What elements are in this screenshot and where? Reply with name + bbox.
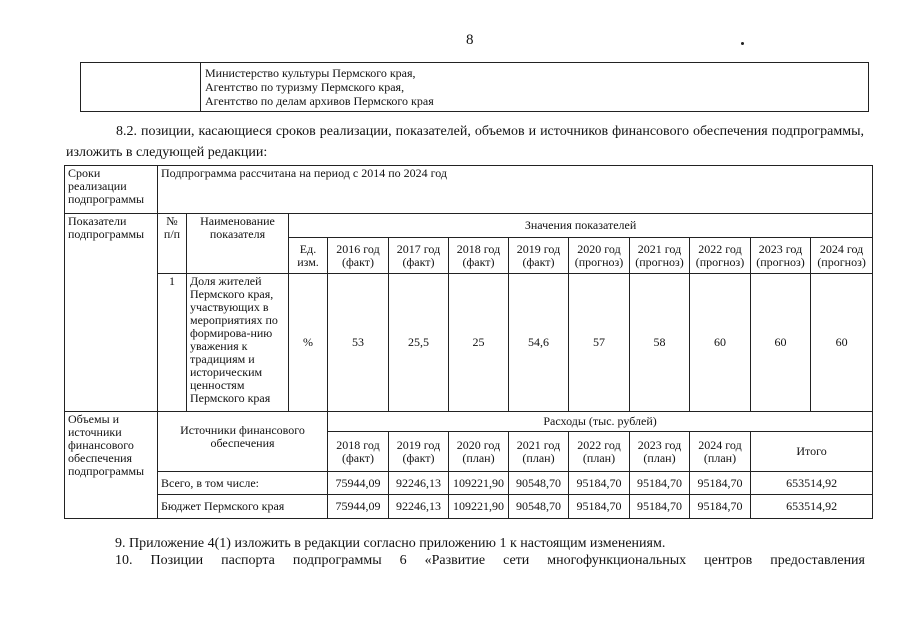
responsible-executors-table: [80, 62, 869, 112]
finance-year-header: 2024 год (план): [690, 432, 751, 472]
indicator-value: 60: [811, 274, 873, 412]
paragraph-9: 9. Приложение 4(1) изложить в редакции согласно приложению 1 к настоящим изменениям.: [115, 536, 666, 551]
indicator-year-header: 2022 год (прогноз): [690, 238, 751, 274]
finance-value: 90548,70: [509, 472, 569, 495]
scan-speck: [741, 42, 744, 45]
num-header: № п/п: [158, 214, 187, 274]
indicator-year-header: 2017 год (факт): [389, 238, 449, 274]
finance-value: 95184,70: [630, 472, 690, 495]
indicator-year-header: 2020 год (прогноз): [569, 238, 630, 274]
finance-value: 95184,70: [690, 472, 751, 495]
finance-value: 95184,70: [690, 495, 751, 519]
indicator-value: 54,6: [509, 274, 569, 412]
executor-line: Агентство по делам архивов Пермского края: [205, 94, 434, 108]
finance-value: 109221,90: [449, 472, 509, 495]
finance-label: Объемы и источники финансового обеспечения подпрограммы: [65, 412, 158, 519]
paragraph-8-2: 8.2. позиции, касающиеся сроков реализации, показателей, объемов и источников финансового обеспечения подпрограммы, изложить в следующей редакции:: [66, 124, 864, 160]
indicator-year-header: 2024 год (прогноз): [811, 238, 873, 274]
page-number: 8: [466, 32, 474, 48]
terms-value: Подпрограмма рассчитана на период с 2014 по 2024 год: [158, 166, 873, 214]
executor-line: Министерство культуры Пермского края,: [205, 66, 416, 80]
finance-value: 90548,70: [509, 495, 569, 519]
finance-value: 95184,70: [630, 495, 690, 519]
indicator-value: 57: [569, 274, 630, 412]
finance-value: 95184,70: [569, 472, 630, 495]
indicator-name: Доля жителей Пермского края, участвующих в мероприятиях по формирова-нию уважения к традициям и историческим ценностям Пермского края: [187, 274, 289, 412]
indicator-values-header: Значения показателей: [289, 214, 873, 238]
indicator-year-header: 2018 год (факт): [449, 238, 509, 274]
indicator-num: 1: [158, 274, 187, 412]
finance-value: 75944,09: [328, 472, 389, 495]
finance-value: 95184,70: [569, 495, 630, 519]
finance-year-header: 2019 год (факт): [389, 432, 449, 472]
finance-row-name: Всего, в том числе:: [158, 472, 328, 495]
indicator-name-header: Наименование показателя: [187, 214, 289, 274]
indicator-value: 60: [690, 274, 751, 412]
unit-header: Ед. изм.: [289, 238, 328, 274]
finance-value: 75944,09: [328, 495, 389, 519]
executors-cell: [201, 63, 869, 112]
indicator-year-header: 2019 год (факт): [509, 238, 569, 274]
finance-total-value: 653514,92: [751, 495, 873, 519]
indicator-year-header: 2023 год (прогноз): [751, 238, 811, 274]
finance-year-header: 2021 год (план): [509, 432, 569, 472]
indicator-unit: %: [289, 274, 328, 412]
finance-value: 92246,13: [389, 495, 449, 519]
executor-line: Агентство по туризму Пермского края,: [205, 80, 405, 94]
indicator-value: 25,5: [389, 274, 449, 412]
indicator-value: 60: [751, 274, 811, 412]
finance-value: 109221,90: [449, 495, 509, 519]
empty-cell: [81, 63, 201, 112]
subprogram-passport-table: [64, 165, 873, 519]
finance-year-header: 2023 год (план): [630, 432, 690, 472]
indicator-value: 25: [449, 274, 509, 412]
finance-row-name: Бюджет Пермского края: [158, 495, 328, 519]
finance-sources-header: Источники финансового обеспечения: [158, 412, 328, 472]
terms-label: Сроки реализации подпрограммы: [65, 166, 158, 214]
finance-total-header: Итого: [751, 432, 873, 472]
finance-year-header: 2020 год (план): [449, 432, 509, 472]
indicator-value: 58: [630, 274, 690, 412]
indicators-label: Показатели подпрограммы: [65, 214, 158, 412]
finance-year-header: 2022 год (план): [569, 432, 630, 472]
finance-expenses-header: Расходы (тыс. рублей): [328, 412, 873, 432]
finance-value: 92246,13: [389, 472, 449, 495]
finance-year-header: 2018 год (факт): [328, 432, 389, 472]
finance-total-value: 653514,92: [751, 472, 873, 495]
indicator-value: 53: [328, 274, 389, 412]
indicator-year-header: 2021 год (прогноз): [630, 238, 690, 274]
indicator-year-header: 2016 год (факт): [328, 238, 389, 274]
paragraph-10: 10. Позиции паспорта подпрограммы 6 «Развитие сети многофункциональных центров предоставления: [115, 553, 865, 568]
